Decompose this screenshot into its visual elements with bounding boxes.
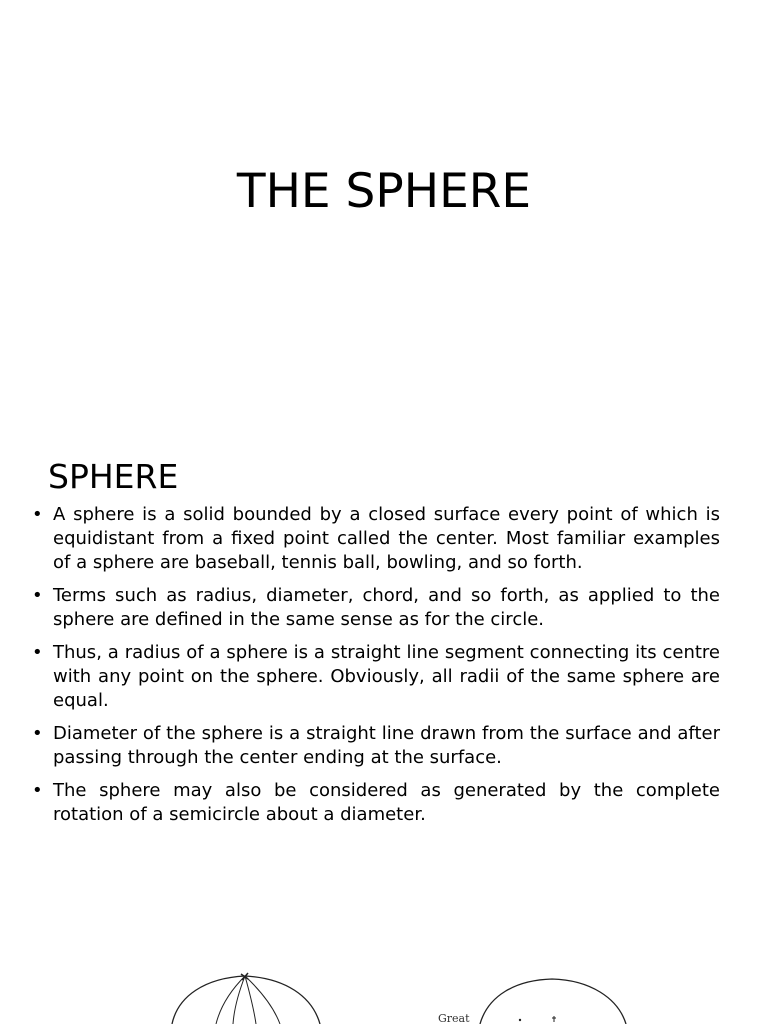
- right-point-mark: [519, 1019, 521, 1021]
- bullet-list: [30, 503, 720, 836]
- bullet-text: Terms such as radius, diameter, chord, and so forth, as applied to the sphere are defined in the same sense as for the circle.: [53, 585, 720, 630]
- bullet-item-5: [30, 779, 720, 827]
- left-meridian-4: [245, 976, 280, 1024]
- left-meridian-2: [233, 976, 245, 1024]
- left-sphere-outline: [172, 976, 320, 1024]
- sphere-diagrams: [160, 966, 640, 1024]
- bullet-item-2: [30, 584, 720, 632]
- bullet-icon: •: [32, 723, 43, 744]
- left-sphere-drawing: [172, 973, 320, 1024]
- bullet-icon: •: [32, 504, 43, 525]
- bullet-item-4: [30, 722, 720, 770]
- left-meridian-3: [245, 976, 256, 1024]
- right-center-mark: [552, 1016, 556, 1022]
- section-heading: SPHERE: [48, 457, 179, 496]
- right-sphere-drawing: [480, 979, 626, 1024]
- bullet-text: Diameter of the sphere is a straight line drawn from the surface and after passing through the center ending at the surface.: [53, 723, 720, 768]
- figure-label: Great: [438, 1012, 470, 1024]
- sphere-figure: [160, 966, 640, 1024]
- bullet-item-3: [30, 641, 720, 713]
- bullet-icon: •: [32, 780, 43, 801]
- left-meridian-1: [216, 976, 245, 1024]
- bullet-text: The sphere may also be considered as generated by the complete rotation of a semicircle about a diameter.: [53, 780, 720, 825]
- bullet-text: Thus, a radius of a sphere is a straight line segment connecting its centre with any point on the sphere. Obviously, all radii of the same sphere are equal.: [53, 642, 720, 711]
- slide-title: THE SPHERE: [236, 164, 532, 219]
- bullet-icon: •: [32, 585, 43, 606]
- bullet-icon: •: [32, 642, 43, 663]
- bullet-item-1: [30, 503, 720, 575]
- bullet-text: A sphere is a solid bounded by a closed surface every point of which is equidistant from a fixed point called the center. Most familiar examples of a sphere are baseball, tennis ball, bowling, and so forth.: [53, 504, 720, 573]
- right-sphere-outline: [480, 979, 626, 1024]
